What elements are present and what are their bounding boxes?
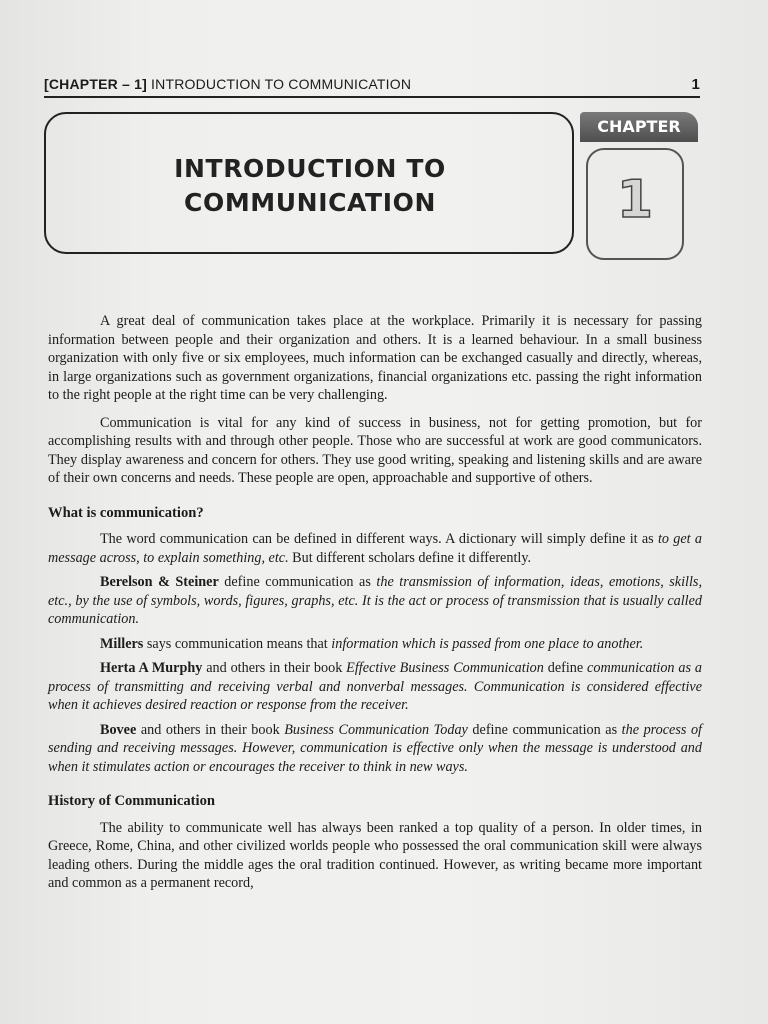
definition-dictionary: The word communication can be defined in different ways. A dictionary will simply define it as to get a message across, to explain something, etc. But different scholars define it differently.	[48, 531, 702, 566]
running-header-title	[44, 76, 411, 92]
intro-paragraph-2: Communication is vital for any kind of success in business, not for getting promotion, but for accomplishing results with and through other people. Those who are successful at work are good communicators. They display awareness and concern for others. They use good writing, speaking and listening skills and are aware of their own concerns and needs. These people are open, approachable and supportive of others.	[48, 414, 702, 486]
intro-paragraph-1: A great deal of communication takes place at the workplace. Primarily it is necessary for passing information between people and their organization and others. It is a learned behaviour. In a small business organization with only five or six employees, much information can be exchanged casually and directly, whereas, in large organizations such as government organizations, financial organizations etc. passing the right information to the right people at the right time can be very challenging.	[48, 313, 702, 403]
page-number: 1	[691, 76, 700, 93]
section-heading-history: History of Communication	[48, 793, 216, 809]
author-herta: Herta A Murphy	[100, 660, 203, 676]
chapter-number: 1	[616, 170, 654, 230]
definition-millers: Millers says communication means that information which is passed from one place to another.	[100, 635, 644, 652]
header-rule	[44, 96, 700, 98]
definition-herta: Herta A Murphy and others in their book Effective Business Communication define communication as a process of transmitting and receiving verbal and nonverbal messages. Communication is considered effective when it achieves desired reaction or response from the receiver.	[48, 660, 702, 713]
chapter-title: INTRODUCTION TO COMMUNICATION	[151, 76, 412, 92]
author-berelson: Berelson & Steiner	[100, 574, 219, 590]
chapter-heading-line1: INTRODUCTION TO	[174, 154, 446, 183]
author-millers: Millers	[100, 635, 144, 652]
chapter-heading-line2: COMMUNICATION	[184, 188, 436, 217]
chapter-heading	[110, 152, 510, 220]
section-heading-what-is: What is communication?	[48, 504, 204, 521]
body-text	[48, 312, 702, 899]
definition-bovee: Bovee and others in their book Business Communication Today define communication as the process of sending and receiving messages. However, communication is effective only when the message is understood and when it stimulates action or encourages the receiver to think in new ways.	[48, 721, 702, 775]
history-paragraph-1: The ability to communicate well has always been ranked a top quality of a person. In older times, in Greece, Rome, China, and other civilized worlds people who possessed the oral communication skill were always leading others. During the middle ages the oral tradition continued. However, as writing became more important and common as a permanent record,	[48, 819, 702, 891]
running-header	[44, 76, 700, 93]
chapter-tab: CHAPTER	[580, 112, 698, 142]
chapter-label: [CHAPTER – 1]	[44, 76, 147, 92]
author-bovee: Bovee	[100, 721, 137, 738]
definition-berelson: Berelson & Steiner define communication as the transmission of information, ideas, emotions, skills, etc., by the use of symbols, words, figures, graphs, etc. It is the act or process of transmission that is usually called communication.	[48, 574, 703, 627]
